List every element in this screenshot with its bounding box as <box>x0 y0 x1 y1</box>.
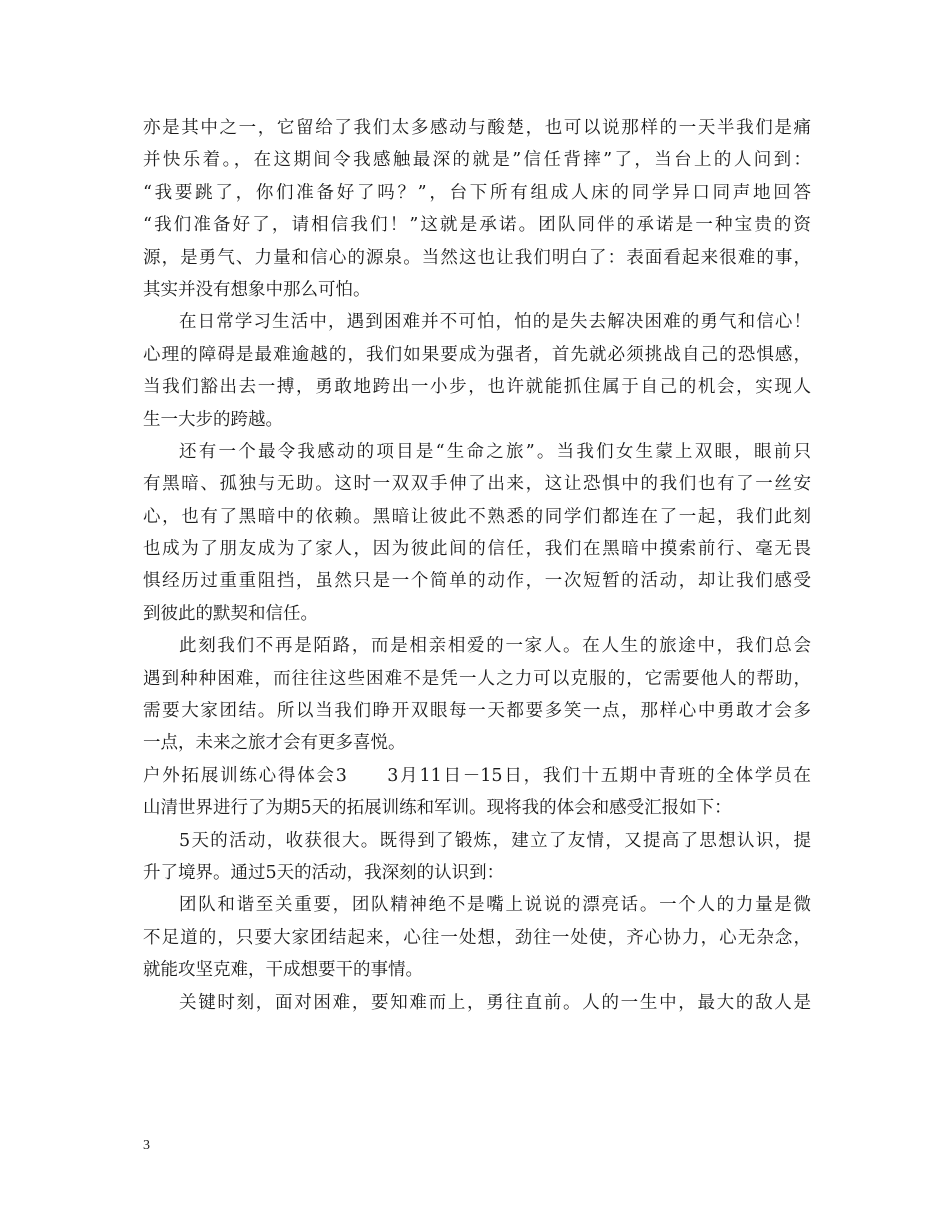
page-number: 3 <box>143 1138 150 1153</box>
text-line: 心理的障碍是最难逾越的，我们如果要成为强者，首先就必须挑战自己的恐惧感， <box>143 344 811 365</box>
text-line: “我们准备好了，请相信我们！”这就是承诺。团队同伴的承诺是一种宝贵的资 <box>143 215 811 236</box>
text-line: 源，是勇气、力量和信心的源泉。当然这也让我们明白了：表面看起来很难的事， <box>143 247 811 268</box>
text-line: 到彼此的默契和信任。 <box>143 603 318 624</box>
text-line: 心，也有了黑暗中的依赖。黑暗让彼此不熟悉的同学们都连在了一起，我们此刻 <box>143 506 811 527</box>
text-line: “我要跳了，你们准备好了吗？”，台下所有组成人床的同学异口同声地回答 <box>143 182 811 203</box>
text-line: 其实并没有想象中那么可怕。 <box>143 279 371 300</box>
text-line: 山清世界进行了为期5天的拓展训练和军训。现将我的体会和感受汇报如下： <box>143 798 732 819</box>
text-line: 亦是其中之一，它留给了我们太多感动与酸楚，也可以说那样的一天半我们是痛 <box>143 118 811 138</box>
text-line: 关键时刻，面对困难，要知难而上，勇往直前。人的一生中，最大的敌人是 <box>179 992 811 1013</box>
text-line: 户外拓展训练心得体会3 3月11日－15日，我们十五期中青班的全体学员在 <box>143 765 811 786</box>
text-line: 需要大家团结。所以当我们睁开双眼每一天都要多笑一点，那样心中勇敢才会多 <box>143 701 811 722</box>
text-line: 有黑暗、孤独与无助。这时一双双手伸了出来，这让恐惧中的我们也有了一丝安 <box>143 474 811 495</box>
text-line: 升了境界。通过5天的活动，我深刻的认识到： <box>143 862 505 883</box>
text-line: 也成为了朋友成为了家人，因为彼此间的信任，我们在黑暗中摸索前行、毫无畏 <box>143 539 811 560</box>
text-line: 并快乐着。，在这期间令我感触最深的就是”信任背摔”了，当台上的人问到： <box>143 150 811 171</box>
text-line: 在日常学习生活中，遇到困难并不可怕，怕的是失去解决困难的勇气和信心！ <box>179 312 811 333</box>
text-line: 一点，未来之旅才会有更多喜悦。 <box>143 733 406 754</box>
text-line: 还有一个最令我感动的项目是“生命之旅”。当我们女生蒙上双眼，眼前只 <box>179 441 811 462</box>
body-text <box>143 112 811 1019</box>
text-line: 团队和谐至关重要，团队精神绝不是嘴上说说的漂亮话。一个人的力量是微 <box>179 895 811 916</box>
text-line: 遇到种种困难，而往往这些困难不是凭一人之力可以克服的，它需要他人的帮助， <box>143 668 811 689</box>
text-line: 当我们豁出去一搏，勇敢地跨出一小步，也许就能抓住属于自己的机会，实现人 <box>143 377 811 398</box>
text-line: 不足道的，只要大家团结起来，心往一处想，劲往一处使，齐心协力，心无杂念， <box>143 927 811 948</box>
text-line: 惧经历过重重阻挡，虽然只是一个简单的动作，一次短暂的活动，却让我们感受 <box>143 571 811 592</box>
text-line: 此刻我们不再是陌路，而是相亲相爱的一家人。在人生的旅途中，我们总会 <box>179 636 811 657</box>
text-line: 5天的活动，收获很大。既得到了锻炼，建立了友情，又提高了思想认识，提 <box>179 830 811 851</box>
text-line: 就能攻坚克难，干成想要干的事情。 <box>143 960 423 981</box>
text-line: 生一大步的跨越。 <box>143 409 283 430</box>
